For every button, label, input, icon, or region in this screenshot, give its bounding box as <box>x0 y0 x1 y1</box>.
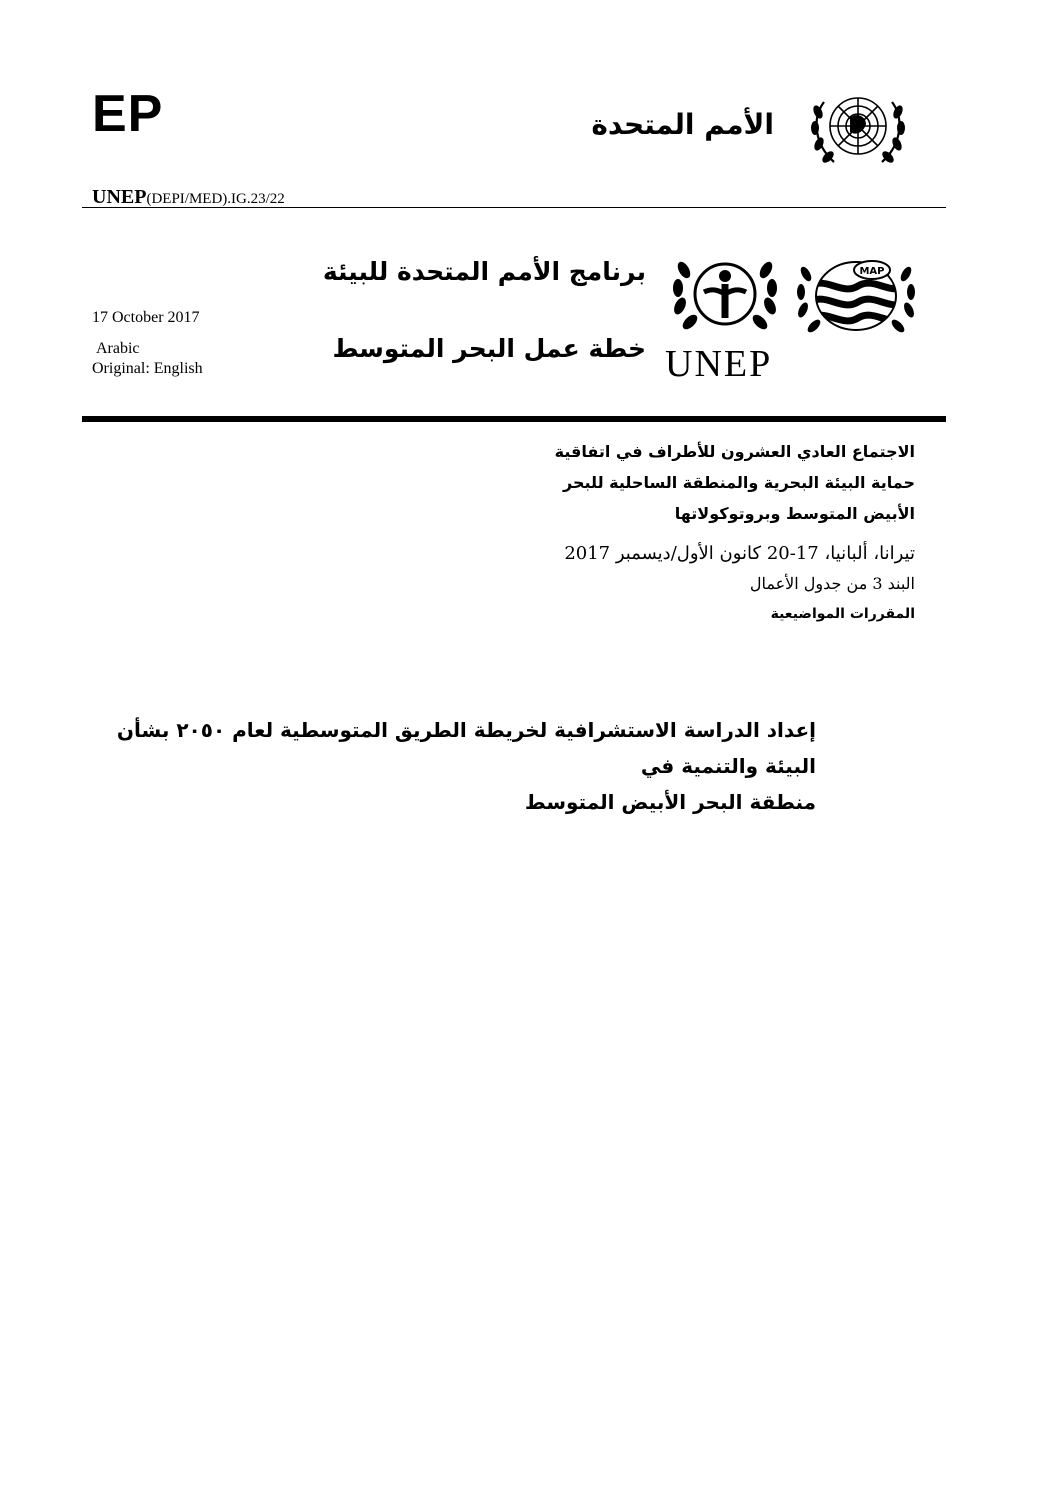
action-plan-name-arabic: خطة عمل البحر المتوسط <box>332 334 646 363</box>
map-logo-label: MAP <box>859 266 885 277</box>
unep-emblem-icon <box>664 248 786 340</box>
meeting-name-line-3: الأبيض المتوسط وبروتوكولاتها <box>674 504 915 523</box>
agenda-item: البند 3 من جدول الأعمال <box>749 574 915 593</box>
meeting-name-line-1: الاجتماع العادي العشرون للأطراف في اتفاقية <box>554 442 915 461</box>
header-divider <box>82 207 946 208</box>
heading-divider <box>82 416 946 422</box>
map-emblem-icon <box>790 250 922 338</box>
unep-logo-wordmark: UNEP <box>665 343 773 385</box>
document-title-line-2: منطقة البحر الأبيض المتوسط <box>524 790 816 814</box>
document-title-line-1: إعداد الدراسة الاستشرافية لخريطة الطريق المتوسطية لعام ٢٠٥٠ بشأن البيئة والتنمية في <box>116 718 816 778</box>
document-date: 17 October 2017 <box>92 309 200 326</box>
programme-name-arabic: برنامج الأمم المتحدة للبيئة <box>322 257 646 286</box>
un-emblem-icon <box>804 82 912 174</box>
un-name-arabic: الأمم المتحدة <box>591 108 774 141</box>
agenda-topic: المقررات المواضيعية <box>770 606 915 622</box>
ep-mark: EP <box>92 85 164 143</box>
document-symbol-code: (DEPI/MED).IG.23/22 <box>146 191 285 207</box>
document-title <box>86 712 816 820</box>
document-language: Arabic <box>96 340 140 357</box>
meeting-name-line-2: حماية البيئة البحرية والمنطقة الساحلية للبحر <box>563 473 915 492</box>
meeting-name <box>535 436 915 529</box>
meeting-venue: تيرانا، ألبانيا، 17-20 كانون الأول/ديسمبر 2017 <box>564 543 915 564</box>
document-symbol-prefix: UNEP <box>92 186 147 208</box>
original-language: Original: English <box>92 360 203 377</box>
document-symbol <box>92 186 285 209</box>
